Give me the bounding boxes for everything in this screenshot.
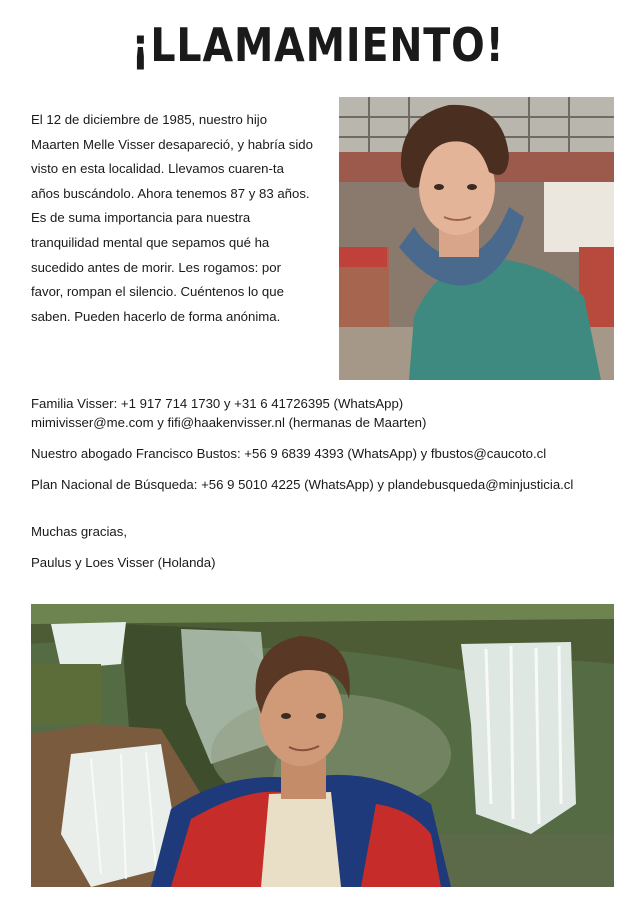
- family-contact-line2: mimivisser@me.com y fifi@haakenvisser.nl (hermanas de Maarten): [31, 415, 427, 430]
- family-contact-line1: Familia Visser: +1 917 714 1730 y +31 6 41726395 (WhatsApp): [31, 396, 404, 411]
- thanks-line: Muchas gracias,: [31, 524, 128, 539]
- signature-line: Paulus y Loes Visser (Holanda): [31, 555, 216, 570]
- portrait-photo: [339, 97, 614, 380]
- contact-block: [31, 394, 621, 494]
- closing-block: [31, 522, 531, 572]
- intro-paragraph: El 12 de diciembre de 1985, nuestro hijo Maarten Melle Visser desapareció, y habría sido visto en esta localidad. Llevamos cuaren-ta años buscándolo. Ahora tenemos 87 y 83 años. Es de suma importancia para nuestra tranquilidad mental que sepamos qué ha sucedido antes de morir. Les rogamos: por favor, rompan el silencio. Cuéntenos lo que saben. Pueden hacerlo de forma anónima.: [31, 112, 313, 324]
- search-plan-contact: Plan Nacional de Búsqueda: +56 9 5010 4225 (WhatsApp) y plandebusqueda@minjusticia.cl: [31, 477, 574, 492]
- waterfall-photo: [31, 604, 614, 887]
- lawyer-contact: Nuestro abogado Francisco Bustos: +56 9 6839 4393 (WhatsApp) y fbustos@caucoto.cl: [31, 446, 547, 461]
- poster-title: ¡LLAMAMIENTO!: [131, 18, 505, 72]
